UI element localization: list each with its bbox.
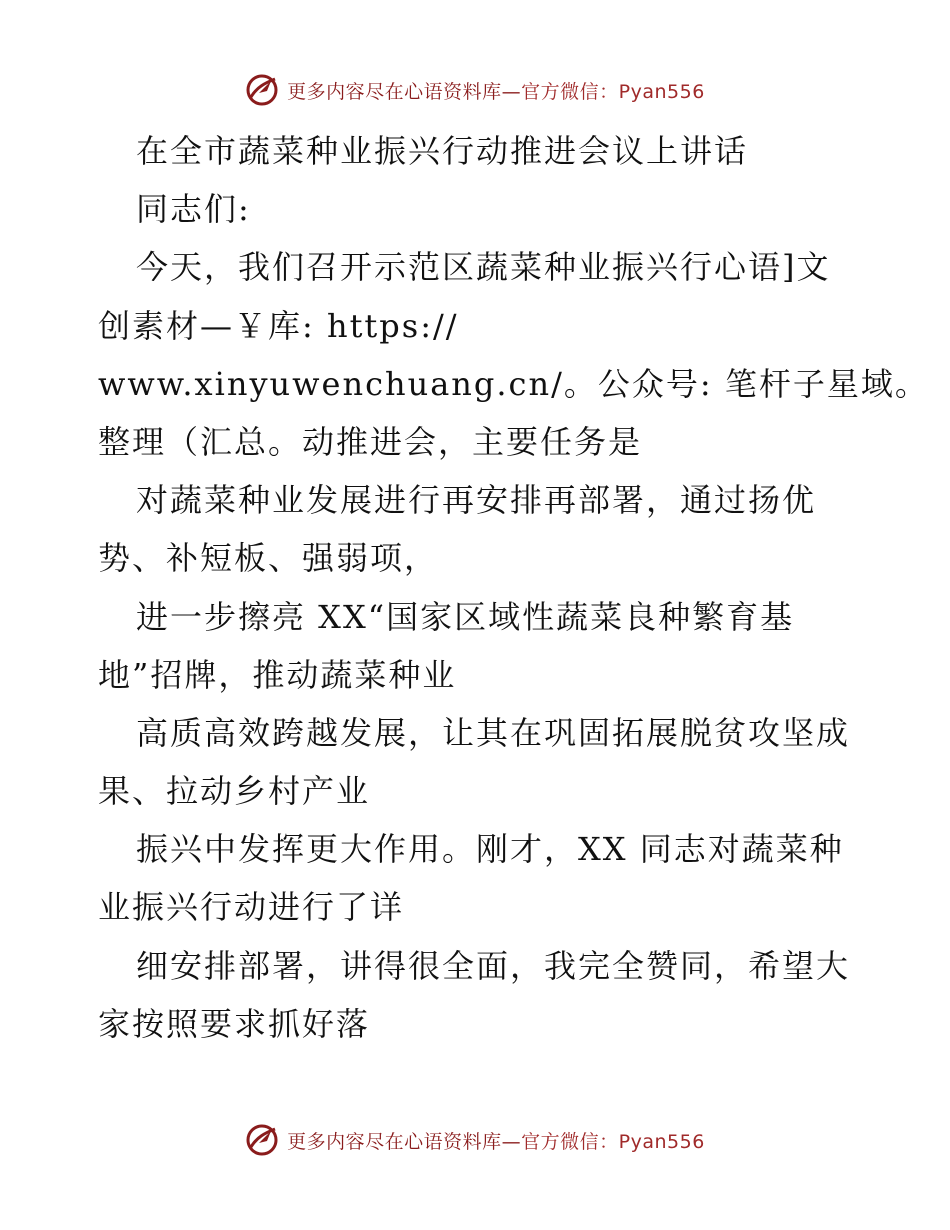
footer-banner-text	[287, 1127, 705, 1154]
paragraph-line: www.xinyuwenchuang.cn/。公众号: 笔杆子星域。	[98, 364, 929, 403]
footer-banner	[0, 1120, 950, 1160]
paragraph-line: 今天，我们召开示范区蔬菜种业振兴行心语]文	[136, 248, 831, 287]
paragraph-line: 创素材—￥库: https://	[98, 306, 459, 345]
header-contact: 官方微信：Pyan556	[521, 80, 705, 103]
paragraph-line: 振兴中发挥更大作用。刚才，XX 同志对蔬菜种	[136, 830, 844, 869]
paragraph-line: 高质高效跨越发展，让其在巩固拓展脱贫攻坚成	[136, 713, 851, 752]
document-title: 在全市蔬菜种业振兴行动推进会议上讲话	[136, 132, 749, 170]
paragraph-line: 地”招牌，推动蔬菜种业	[98, 655, 457, 694]
salutation: 同志们:	[136, 190, 251, 229]
paragraph-line: 势、补短板、强弱项，	[98, 539, 439, 578]
document-body	[98, 122, 929, 1053]
paragraph-line: 业振兴行动进行了详	[98, 888, 405, 927]
paragraph-line: 整理（汇总。动推进会，主要任务是	[98, 422, 643, 461]
footer-banner-title: 更多内容尽在心语资料库	[287, 1130, 502, 1153]
paragraph-line: 细安排部署，讲得很全面，我完全赞同，希望大	[136, 946, 851, 985]
header-banner	[0, 70, 950, 110]
header-banner-text	[287, 77, 705, 104]
paragraph-line: 家按照要求抓好落	[98, 1004, 371, 1043]
header-banner-title: 更多内容尽在心语资料库	[287, 80, 502, 103]
header-banner-separator: —	[501, 80, 522, 103]
footer-contact: 官方微信：Pyan556	[521, 1130, 705, 1153]
paragraph-line: 果、拉动乡村产业	[98, 772, 371, 811]
brand-logo-icon	[245, 1123, 279, 1157]
paragraph-line: 进一步擦亮 XX“国家区域性蔬菜良种繁育基	[136, 597, 795, 636]
paragraph-line: 对蔬菜种业发展进行再安排再部署，通过扬优	[136, 481, 817, 520]
brand-logo-icon	[245, 73, 279, 107]
footer-banner-separator: —	[501, 1130, 522, 1153]
